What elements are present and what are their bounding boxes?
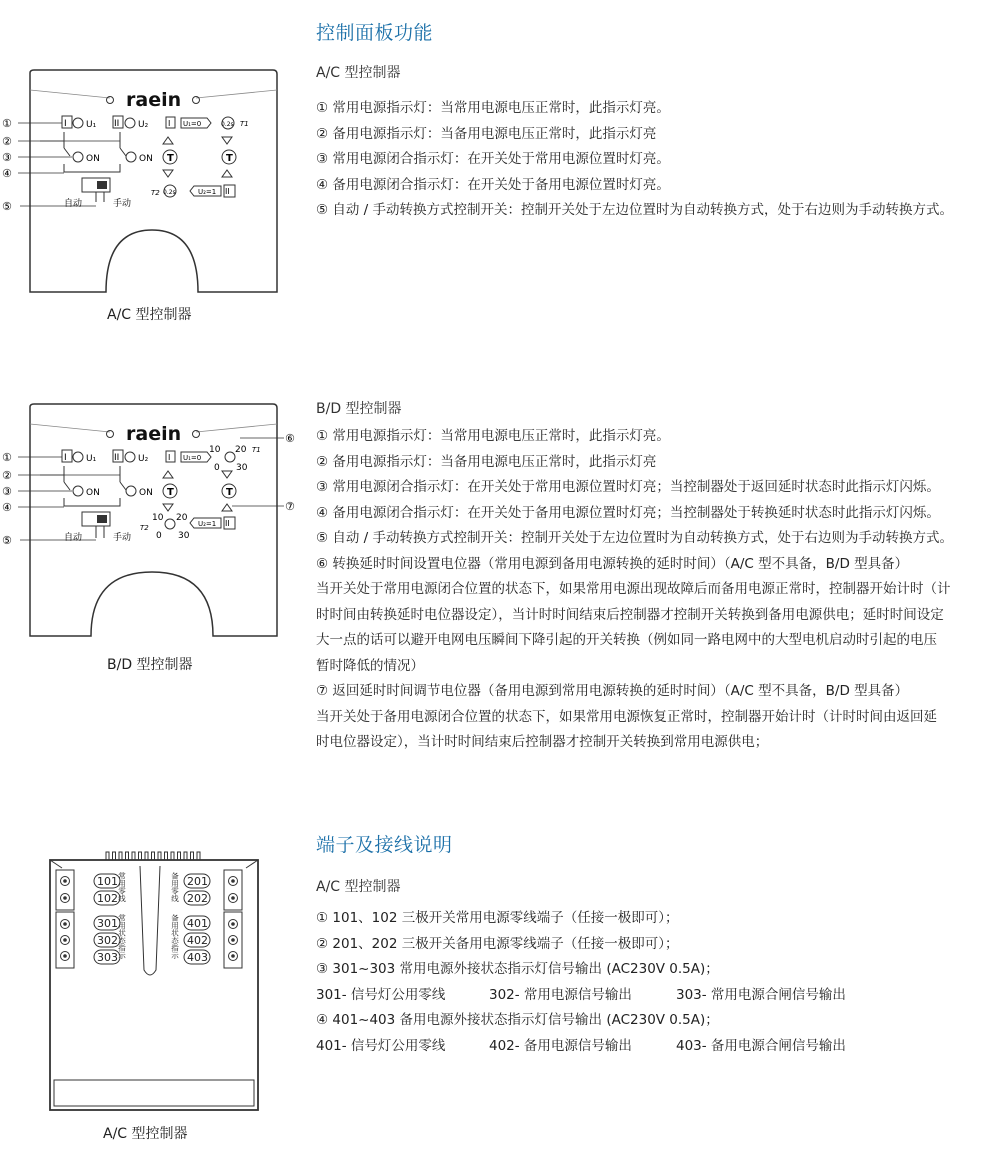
section-heading-panel: 控制面板功能 [316,22,434,44]
terminal-202: 202 [187,892,208,905]
terminal-400-legend: 401- 信号灯公用零线 402- 备用电源信号输出 403- 备用电源合闸信号输出 [316,1038,846,1054]
screw-center [231,879,235,883]
svg-text:I: I [64,119,67,129]
svg-text:II: II [225,519,230,528]
list-item: ⑥ 转换延时时间设置电位器（常用电源到备用电源转换的延时时间）（A/C 型不具备，B/D 型具备） [316,555,909,572]
svg-text:U₁=0: U₁=0 [183,454,202,462]
terminal-201: 201 [187,875,208,888]
bd-panel-caption: B/D 型控制器 [107,657,193,673]
svg-text:20: 20 [235,445,247,455]
return-delay-knob-icon [165,519,175,529]
screw-center [63,922,67,926]
screw-center [231,896,235,900]
svg-text:T1: T1 [240,120,249,128]
svg-text:I: I [64,453,67,463]
pin [184,852,187,860]
svg-text:10: 10 [209,445,221,455]
svg-text:U₂: U₂ [138,120,149,130]
screw-center [231,954,235,958]
callout-5: ⑤ [2,534,12,547]
screw-center [63,896,67,900]
list-item: ① 常用电源指示灯：当常用电源电压正常时，此指示灯亮。 [316,428,670,444]
list-item: ① 常用电源指示灯：当常用电源电压正常时，此指示灯亮。 [316,100,670,116]
svg-text:自动: 自动 [64,199,83,209]
list-item: ④ 401~403 备用电源外接状态指示灯信号输出 (AC230V 0.5A)； [316,1012,719,1028]
terminal-402: 402 [187,934,208,947]
list-item: ⑤ 自动 / 手动转换方式控制开关：控制开关处于左边位置时为自动转换方式，处于右边则为手动转换方式。 [316,530,954,546]
pin [178,852,181,860]
section-subtitle-terminal: A/C 型控制器 [316,879,401,895]
callout-3: ③ [2,151,12,164]
pin [145,852,148,860]
screw-center [63,954,67,958]
screw-center [231,922,235,926]
paragraph-line: 大一点的话可以避开电网电压瞬间下降引起的开关转换（例如同一路电网中的大型电机启动时引起的电压 [316,632,937,648]
svg-text:U₂: U₂ [138,454,149,464]
label-common-status: 常用状态指示 [117,914,127,959]
terminal-303: 303 [97,951,118,964]
list-item: ④ 备用电源闭合指示灯：在开关处于备用电源位置时灯亮。 [316,176,670,193]
label-backup-status: 备用状态指示 [170,914,180,959]
paragraph-line: 当开关处于常用电源闭合位置的状态下，如果常用电源出现故障后而备用电源正常时，控制器开始计时（计 [316,581,951,597]
screw-center [231,938,235,942]
svg-text:U₂=1: U₂=1 [198,188,217,196]
on-common-indicator-icon [73,152,83,162]
svg-text:U₂=1: U₂=1 [198,520,217,528]
pin [126,852,129,860]
ac-function-list [316,96,953,224]
svg-text:U₁: U₁ [86,454,97,464]
callout-5: ⑤ [2,200,12,213]
svg-text:0.2s: 0.2s [163,189,176,196]
pin [132,852,135,860]
svg-text:I: I [168,119,171,128]
terminal-caption: A/C 型控制器 [103,1126,188,1142]
svg-text:0: 0 [214,463,220,473]
svg-text:T: T [167,153,174,164]
list-item: ③ 常用电源闭合指示灯：在开关处于常用电源位置时灯亮；当控制器处于返回延时状态时此指示灯闪烁。 [316,479,940,495]
callout-2: ② [2,469,12,482]
list-item: ① 101、102 三极开关常用电源零线端子（任接一极即可）； [316,910,679,926]
svg-text:ON: ON [139,488,153,498]
pin [139,852,142,860]
screw-center [63,938,67,942]
svg-text:自动: 自动 [64,533,83,543]
ac-panel-caption: A/C 型控制器 [107,307,192,323]
svg-text:ON: ON [86,488,100,498]
bd-panel-diagram [0,390,300,646]
section-subtitle-ac: A/C 型控制器 [316,65,401,81]
on-backup-indicator-icon [126,152,136,162]
terminal-list [316,906,719,983]
terminal-302: 302 [97,934,118,947]
pin [191,852,194,860]
paragraph-line: 当开关处于备用电源闭合位置的状态下，如果常用电源恢复正常时，控制器开始计时（计时时间由返回延 [316,708,937,725]
svg-text:ON: ON [86,154,100,164]
u1-indicator-icon [73,118,83,128]
label-common-neutral: 常用零线 [117,872,127,902]
svg-text:手动: 手动 [113,199,132,209]
svg-text:30: 30 [236,463,248,473]
terminal-403: 403 [187,951,208,964]
list-item: ② 备用电源指示灯：当备用电源电压正常时，此指示灯亮 [316,453,657,470]
pin [158,852,161,860]
pin [165,852,168,860]
svg-text:T: T [226,153,233,164]
paragraph-line: 时电位器设定），当计时时间结束后控制器才控制开关转换到常用电源供电； [316,734,769,750]
callout-7: ⑦ [285,500,295,513]
list-item: ⑦ 返回延时时间调节电位器（备用电源到常用电源转换的延时时间）（A/C 型不具备，B/D 型具备） [316,683,909,699]
terminal-102: 102 [97,892,118,905]
list-item: ④ 备用电源闭合指示灯：在开关处于备用电源位置时灯亮；当控制器处于转换延时状态时此指示灯闪烁。 [316,504,940,521]
svg-text:I: I [168,453,171,462]
svg-text:ON: ON [139,154,153,164]
svg-text:T: T [226,487,233,498]
svg-text:II: II [114,119,120,129]
callout-4: ④ [2,167,12,180]
terminal-diagram [40,840,270,1115]
svg-text:T2: T2 [151,189,160,197]
terminal-401: 401 [187,917,208,930]
list-item: ⑤ 自动 / 手动转换方式控制开关：控制开关处于左边位置时为自动转换方式，处于右边则为手动转换方式。 [316,202,954,218]
svg-text:20: 20 [176,513,188,523]
terminal-101: 101 [97,875,118,888]
pin [113,852,116,860]
callout-2: ② [2,135,12,148]
list-item: ③ 301~303 常用电源外接状态指示灯信号输出 (AC230V 0.5A)； [316,961,719,977]
svg-text:U₁: U₁ [86,120,97,130]
brand-logo: raein [126,423,182,445]
svg-text:T1: T1 [252,446,261,454]
transfer-delay-knob-icon [225,452,235,462]
list-item: ③ 常用电源闭合指示灯：在开关处于常用电源位置时灯亮。 [316,151,670,167]
svg-text:30: 30 [178,531,190,541]
svg-text:U₁=0: U₁=0 [183,120,202,128]
svg-text:0: 0 [156,531,162,541]
callout-6: ⑥ [285,432,295,445]
pin [119,852,122,860]
pin [152,852,155,860]
u2-indicator-icon [125,118,135,128]
svg-text:T: T [167,487,174,498]
pin [171,852,174,860]
svg-text:II: II [225,187,230,196]
pin [106,852,109,860]
terminal-list-4 [316,1008,719,1034]
screw-center [63,879,67,883]
bd-function-list [316,424,953,756]
terminal-301: 301 [97,917,118,930]
list-item: ② 备用电源指示灯：当备用电源电压正常时，此指示灯亮 [316,125,657,142]
svg-text:T2: T2 [140,524,149,532]
brand-logo: raein [126,89,182,111]
paragraph-line: 暂时降低的情况） [316,657,424,674]
svg-text:II: II [114,453,120,463]
terminal-300-legend: 301- 信号灯公用零线 302- 常用电源信号输出 303- 常用电源合闸信号输出 [316,987,846,1003]
pin-header [106,852,200,860]
callout-1: ① [2,117,12,130]
terminal-screws [61,877,238,961]
pin [197,852,200,860]
svg-text:10: 10 [152,513,164,523]
label-backup-neutral: 备用零线 [170,872,180,902]
callout-4: ④ [2,501,12,514]
callout-1: ① [2,451,12,464]
list-item: ② 201、202 三极开关备用电源零线端子（任接一极即可）； [316,935,679,952]
ac-panel-diagram [0,60,300,300]
callout-3: ③ [2,485,12,498]
svg-text:0.2s: 0.2s [221,121,234,128]
svg-text:手动: 手动 [113,533,132,543]
paragraph-line: 时时间由转换延时电位器设定），当计时时间结束后控制器才控制开关转换到备用电源供电；延时时间设定 [316,606,944,623]
section-subtitle-bd: B/D 型控制器 [316,401,402,417]
section-heading-terminal: 端子及接线说明 [316,834,453,856]
